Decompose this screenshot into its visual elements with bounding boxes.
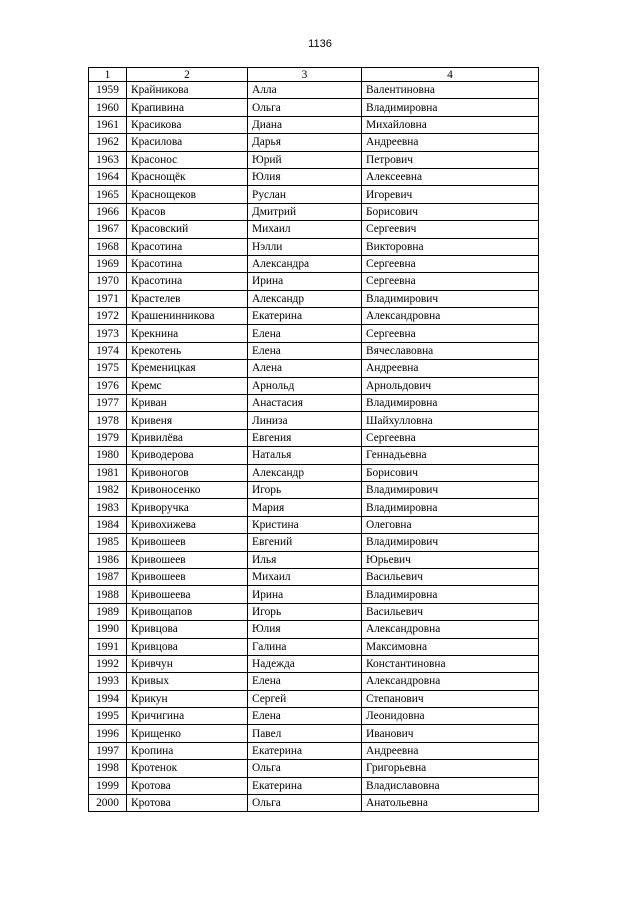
patronymic-cell: Васильевич [362, 603, 539, 620]
row-number: 1965 [89, 186, 127, 203]
row-number: 1959 [89, 82, 127, 99]
patronymic-cell: Вячеславовна [362, 342, 539, 359]
surname-cell: Кривошеев [127, 551, 248, 568]
table-row [89, 638, 539, 655]
table-row [89, 412, 539, 429]
patronymic-cell: Сергеевич [362, 221, 539, 238]
surname-cell: Криворучка [127, 499, 248, 516]
table-row [89, 673, 539, 690]
page-number: 1136 [308, 38, 332, 50]
table-row [89, 655, 539, 672]
patronymic-cell: Борисович [362, 464, 539, 481]
first-name-cell: Линиза [248, 412, 362, 429]
table-row [89, 621, 539, 638]
surname-cell: Красикова [127, 116, 248, 133]
surname-cell: Крайникова [127, 82, 248, 99]
table-row [89, 690, 539, 707]
row-number: 1982 [89, 481, 127, 498]
first-name-cell: Алла [248, 82, 362, 99]
surname-cell: Крикун [127, 690, 248, 707]
first-name-cell: Евгений [248, 534, 362, 551]
names-table [88, 67, 539, 812]
first-name-cell: Кристина [248, 516, 362, 533]
patronymic-cell: Шайхулловна [362, 412, 539, 429]
row-number: 2000 [89, 795, 127, 812]
table-row [89, 360, 539, 377]
patronymic-cell: Михайловна [362, 116, 539, 133]
row-number: 1999 [89, 777, 127, 794]
patronymic-cell: Олеговна [362, 516, 539, 533]
row-number: 1977 [89, 395, 127, 412]
surname-cell: Крапивина [127, 99, 248, 116]
first-name-cell: Руслан [248, 186, 362, 203]
surname-cell: Крекотень [127, 342, 248, 359]
row-number: 1966 [89, 203, 127, 220]
row-number: 1961 [89, 116, 127, 133]
row-number: 1972 [89, 308, 127, 325]
patronymic-cell: Владимировна [362, 586, 539, 603]
patronymic-cell: Арнольдович [362, 377, 539, 394]
surname-cell: Краснощеков [127, 186, 248, 203]
surname-cell: Крищенко [127, 725, 248, 742]
first-name-cell: Александр [248, 290, 362, 307]
table-row [89, 725, 539, 742]
surname-cell: Кривошеева [127, 586, 248, 603]
table-row [89, 116, 539, 133]
surname-cell: Кротова [127, 795, 248, 812]
row-number: 1993 [89, 673, 127, 690]
first-name-cell: Игорь [248, 603, 362, 620]
surname-cell: Кривошеев [127, 534, 248, 551]
patronymic-cell: Степанович [362, 690, 539, 707]
surname-cell: Кривоносенко [127, 481, 248, 498]
table-row [89, 221, 539, 238]
table-row [89, 134, 539, 151]
patronymic-cell: Владимировна [362, 499, 539, 516]
first-name-cell: Надежда [248, 655, 362, 672]
surname-cell: Красов [127, 203, 248, 220]
first-name-cell: Александра [248, 255, 362, 272]
table-row [89, 586, 539, 603]
first-name-cell: Екатерина [248, 308, 362, 325]
patronymic-cell: Андреевна [362, 742, 539, 759]
row-number: 1995 [89, 708, 127, 725]
first-name-cell: Павел [248, 725, 362, 742]
table-row [89, 447, 539, 464]
table-row [89, 481, 539, 498]
surname-cell: Красотина [127, 273, 248, 290]
surname-cell: Кривощапов [127, 603, 248, 620]
table-row [89, 429, 539, 446]
table-row [89, 325, 539, 342]
row-number: 1991 [89, 638, 127, 655]
column-header-first-name: 3 [248, 68, 362, 82]
first-name-cell: Сергей [248, 690, 362, 707]
patronymic-cell: Григорьевна [362, 760, 539, 777]
surname-cell: Кременицкая [127, 360, 248, 377]
row-number: 1963 [89, 151, 127, 168]
first-name-cell: Диана [248, 116, 362, 133]
surname-cell: Кропина [127, 742, 248, 759]
patronymic-cell: Владимирович [362, 481, 539, 498]
patronymic-cell: Петрович [362, 151, 539, 168]
first-name-cell: Галина [248, 638, 362, 655]
surname-cell: Кривчун [127, 655, 248, 672]
surname-cell: Краснощёк [127, 168, 248, 185]
row-number: 1962 [89, 134, 127, 151]
row-number: 1981 [89, 464, 127, 481]
first-name-cell: Юрий [248, 151, 362, 168]
first-name-cell: Ирина [248, 273, 362, 290]
row-number: 1969 [89, 255, 127, 272]
row-number: 1976 [89, 377, 127, 394]
first-name-cell: Юлия [248, 168, 362, 185]
patronymic-cell: Андреевна [362, 360, 539, 377]
first-name-cell: Екатерина [248, 777, 362, 794]
surname-cell: Кривых [127, 673, 248, 690]
table-row [89, 168, 539, 185]
table-row [89, 795, 539, 812]
row-number: 1989 [89, 603, 127, 620]
patronymic-cell: Владимирович [362, 534, 539, 551]
table-row [89, 499, 539, 516]
patronymic-cell: Сергеевна [362, 325, 539, 342]
table-header [89, 68, 539, 82]
patronymic-cell: Владиславовна [362, 777, 539, 794]
first-name-cell: Мария [248, 499, 362, 516]
row-number: 1985 [89, 534, 127, 551]
patronymic-cell: Сергеевна [362, 273, 539, 290]
table-row [89, 255, 539, 272]
column-header-surname: 2 [127, 68, 248, 82]
row-number: 1979 [89, 429, 127, 446]
table-row [89, 551, 539, 568]
surname-cell: Криводерова [127, 447, 248, 464]
surname-cell: Крекнина [127, 325, 248, 342]
table-row [89, 377, 539, 394]
table-row [89, 342, 539, 359]
surname-cell: Кривцова [127, 638, 248, 655]
patronymic-cell: Анатольевна [362, 795, 539, 812]
first-name-cell: Дарья [248, 134, 362, 151]
table-row [89, 516, 539, 533]
patronymic-cell: Владимировна [362, 395, 539, 412]
first-name-cell: Илья [248, 551, 362, 568]
surname-cell: Кротова [127, 777, 248, 794]
patronymic-cell: Константиновна [362, 655, 539, 672]
row-number: 1970 [89, 273, 127, 290]
row-number: 1975 [89, 360, 127, 377]
table-row [89, 534, 539, 551]
patronymic-cell: Владимировна [362, 99, 539, 116]
column-header-number: 1 [89, 68, 127, 82]
first-name-cell: Алена [248, 360, 362, 377]
table-row [89, 708, 539, 725]
surname-cell: Кривеня [127, 412, 248, 429]
patronymic-cell: Юрьевич [362, 551, 539, 568]
patronymic-cell: Сергеевна [362, 255, 539, 272]
surname-cell: Кротенок [127, 760, 248, 777]
table-body [89, 82, 539, 812]
first-name-cell: Ольга [248, 795, 362, 812]
patronymic-cell: Валентиновна [362, 82, 539, 99]
surname-cell: Красовский [127, 221, 248, 238]
surname-cell: Кричигина [127, 708, 248, 725]
patronymic-cell: Борисович [362, 203, 539, 220]
first-name-cell: Дмитрий [248, 203, 362, 220]
row-number: 1998 [89, 760, 127, 777]
surname-cell: Красотина [127, 255, 248, 272]
row-number: 1992 [89, 655, 127, 672]
row-number: 1968 [89, 238, 127, 255]
patronymic-cell: Андреевна [362, 134, 539, 151]
surname-cell: Кривохижева [127, 516, 248, 533]
patronymic-cell: Алексеевна [362, 168, 539, 185]
surname-cell: Красотина [127, 238, 248, 255]
patronymic-cell: Сергеевна [362, 429, 539, 446]
first-name-cell: Елена [248, 673, 362, 690]
surname-cell: Кривошеев [127, 568, 248, 585]
table-row [89, 760, 539, 777]
row-number: 1967 [89, 221, 127, 238]
surname-cell: Крастелев [127, 290, 248, 307]
table-row [89, 273, 539, 290]
table-row [89, 238, 539, 255]
row-number: 1978 [89, 412, 127, 429]
table-row [89, 82, 539, 99]
table-row [89, 742, 539, 759]
first-name-cell: Елена [248, 342, 362, 359]
first-name-cell: Наталья [248, 447, 362, 464]
row-number: 1971 [89, 290, 127, 307]
row-number: 1994 [89, 690, 127, 707]
patronymic-cell: Александровна [362, 673, 539, 690]
patronymic-cell: Геннадьевна [362, 447, 539, 464]
table-row [89, 568, 539, 585]
first-name-cell: Михаил [248, 221, 362, 238]
table-row [89, 99, 539, 116]
patronymic-cell: Максимовна [362, 638, 539, 655]
surname-cell: Криван [127, 395, 248, 412]
row-number: 1990 [89, 621, 127, 638]
row-number: 1983 [89, 499, 127, 516]
row-number: 1996 [89, 725, 127, 742]
row-number: 1964 [89, 168, 127, 185]
row-number: 1986 [89, 551, 127, 568]
table-row [89, 151, 539, 168]
surname-cell: Кривоногов [127, 464, 248, 481]
row-number: 1960 [89, 99, 127, 116]
first-name-cell: Александр [248, 464, 362, 481]
first-name-cell: Евгения [248, 429, 362, 446]
table-row [89, 464, 539, 481]
patronymic-cell: Игоревич [362, 186, 539, 203]
first-name-cell: Нэлли [248, 238, 362, 255]
table-row [89, 308, 539, 325]
column-header-patronymic: 4 [362, 68, 539, 82]
patronymic-cell: Леонидовна [362, 708, 539, 725]
row-number: 1980 [89, 447, 127, 464]
header-row [89, 68, 539, 82]
first-name-cell: Арнольд [248, 377, 362, 394]
patronymic-cell: Владимирович [362, 290, 539, 307]
patronymic-cell: Викторовна [362, 238, 539, 255]
table-row [89, 395, 539, 412]
table-row [89, 203, 539, 220]
surname-cell: Крашенинникова [127, 308, 248, 325]
row-number: 1987 [89, 568, 127, 585]
row-number: 1984 [89, 516, 127, 533]
first-name-cell: Ирина [248, 586, 362, 603]
patronymic-cell: Александровна [362, 308, 539, 325]
surname-cell: Красилова [127, 134, 248, 151]
first-name-cell: Михаил [248, 568, 362, 585]
first-name-cell: Ольга [248, 760, 362, 777]
first-name-cell: Ольга [248, 99, 362, 116]
patronymic-cell: Александровна [362, 621, 539, 638]
table-row [89, 186, 539, 203]
row-number: 1988 [89, 586, 127, 603]
first-name-cell: Игорь [248, 481, 362, 498]
first-name-cell: Анастасия [248, 395, 362, 412]
patronymic-cell: Васильевич [362, 568, 539, 585]
first-name-cell: Елена [248, 325, 362, 342]
row-number: 1973 [89, 325, 127, 342]
first-name-cell: Екатерина [248, 742, 362, 759]
row-number: 1974 [89, 342, 127, 359]
surname-cell: Красонос [127, 151, 248, 168]
table-row [89, 603, 539, 620]
first-name-cell: Юлия [248, 621, 362, 638]
row-number: 1997 [89, 742, 127, 759]
patronymic-cell: Иванович [362, 725, 539, 742]
surname-cell: Кривцова [127, 621, 248, 638]
surname-cell: Кремс [127, 377, 248, 394]
table-row [89, 290, 539, 307]
table-row [89, 777, 539, 794]
first-name-cell: Елена [248, 708, 362, 725]
surname-cell: Кривилёва [127, 429, 248, 446]
